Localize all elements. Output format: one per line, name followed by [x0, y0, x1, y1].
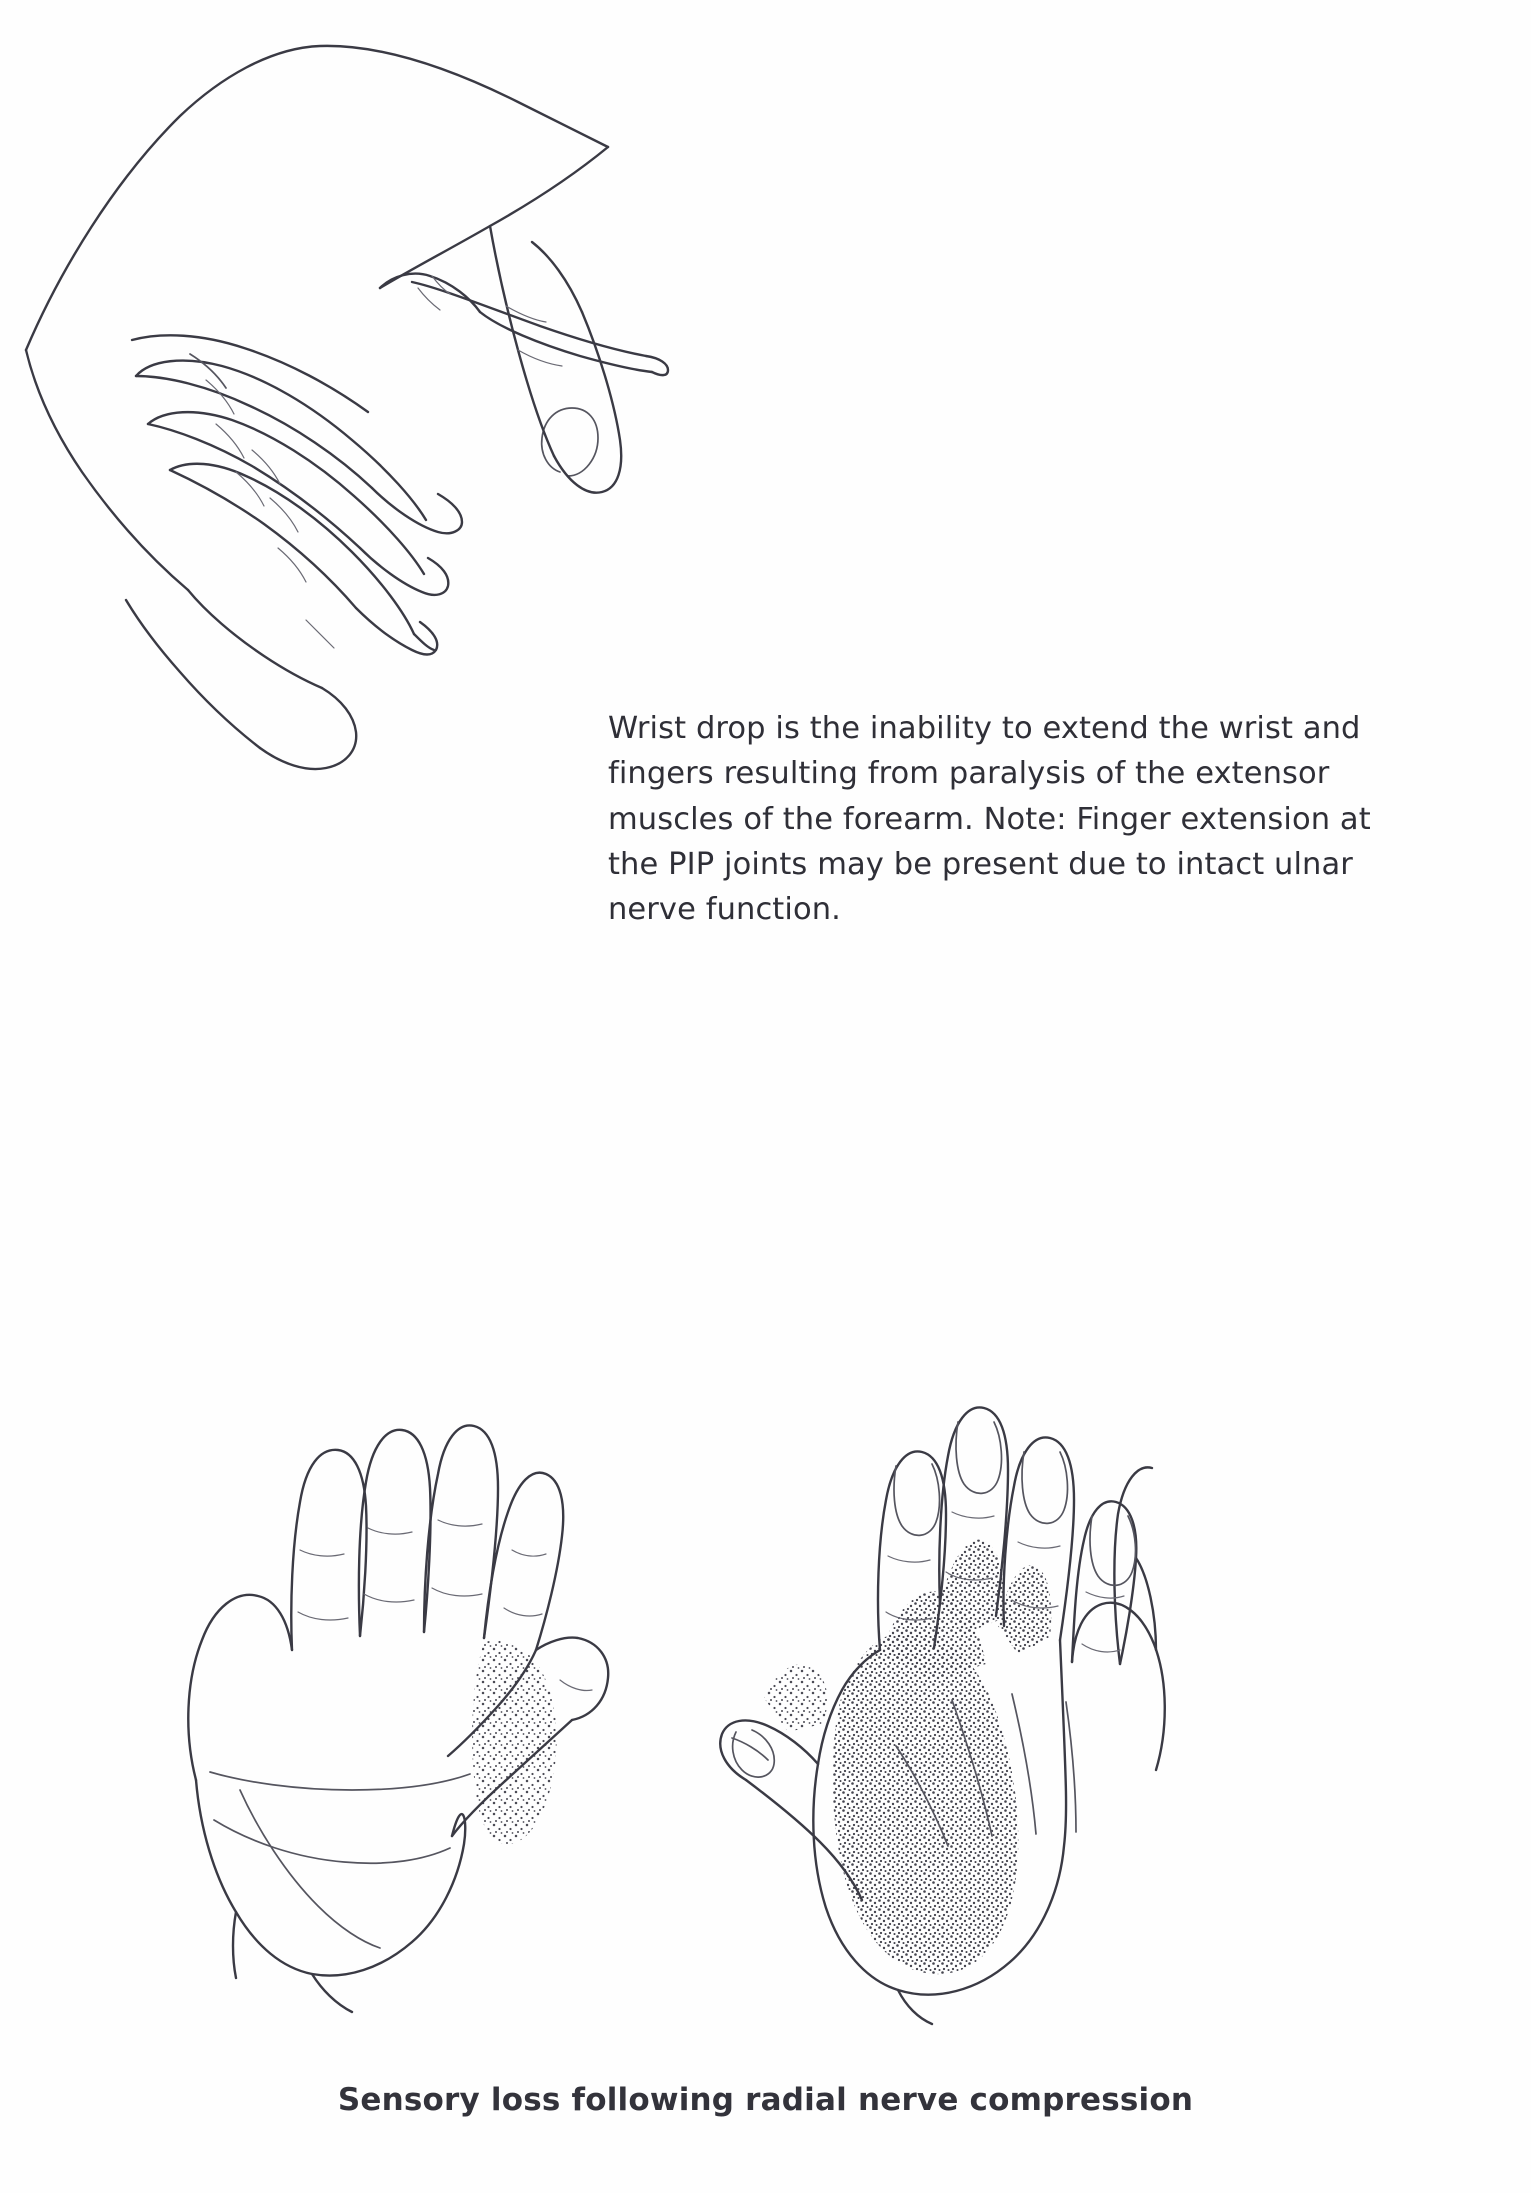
dorsal-hand-view — [720, 1407, 1164, 2024]
palmar-hand-view — [188, 1425, 608, 2012]
bottom-caption-text: Sensory loss following radial nerve compression — [337, 2082, 1194, 2118]
wrist-drop-caption — [608, 706, 1408, 932]
wrist-drop-hand-outline — [26, 46, 668, 769]
sensory-loss-caption — [0, 2082, 1531, 2118]
caption-paragraph: Wrist drop is the inability to extend the wrist and fingers resulting from paralysis of the extensor muscles of the forearm. Note: Finger extension at the PIP joints may be present due to intact ulnar nerve function. — [608, 711, 1371, 928]
sensory-loss-figure — [140, 1350, 1400, 2050]
